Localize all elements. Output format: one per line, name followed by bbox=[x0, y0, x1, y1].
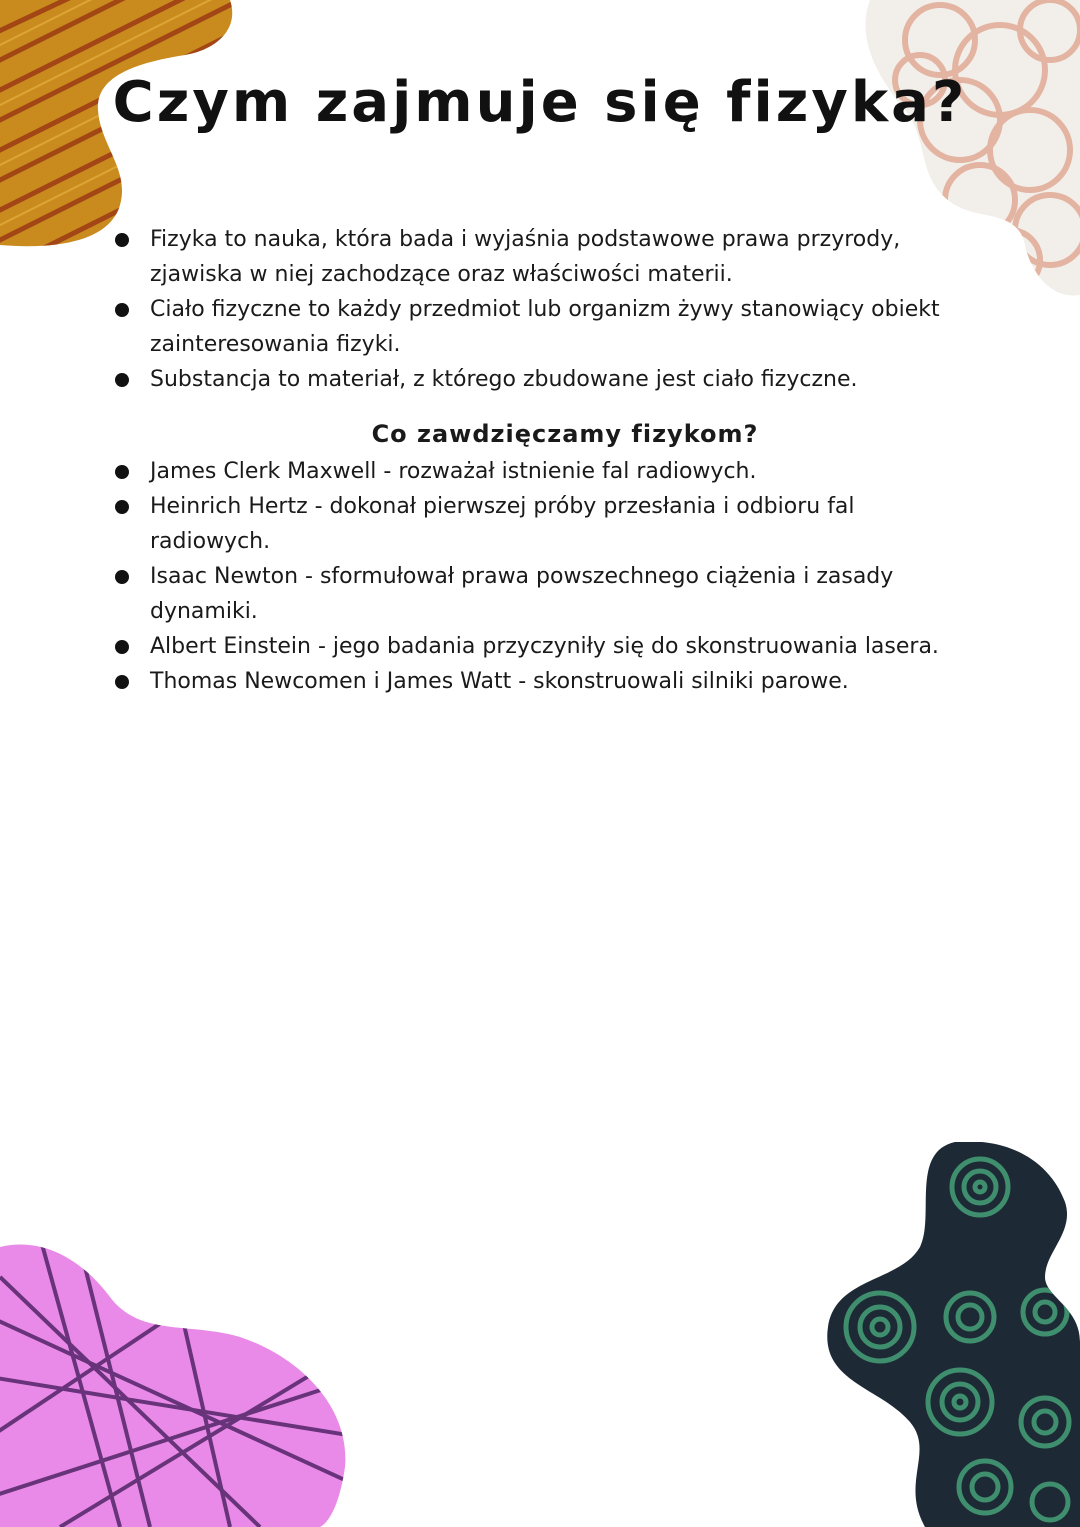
physicists-list bbox=[110, 454, 980, 699]
list-item: Thomas Newcomen i James Watt - skonstruowali silniki parowe. bbox=[110, 664, 980, 699]
list-item: Isaac Newton - sformułował prawa powszechnego ciążenia i zasady dynamiki. bbox=[110, 559, 980, 629]
list-item: James Clerk Maxwell - rozważał istnienie fal radiowych. bbox=[110, 454, 980, 489]
list-item: Heinrich Hertz - dokonał pierwszej próby przesłania i odbioru fal radiowych. bbox=[110, 489, 980, 559]
spiral-blob-decoration bbox=[820, 1142, 1080, 1527]
list-item: Substancja to materiał, z którego zbudowane jest ciało fizyczne. bbox=[110, 362, 980, 397]
list-item: Albert Einstein - jego badania przyczyniły się do skonstruowania lasera. bbox=[110, 629, 980, 664]
pink-lines-blob-decoration bbox=[0, 1237, 360, 1527]
definitions-list bbox=[110, 222, 980, 397]
page-title: Czym zajmuje się fizyka? bbox=[112, 70, 968, 135]
list-item: Fizyka to nauka, która bada i wyjaśnia podstawowe prawa przyrody, zjawiska w niej zachodzące oraz właściwości materii. bbox=[110, 222, 980, 292]
list-item: Ciało fizyczne to każdy przedmiot lub organizm żywy stanowiący obiekt zainteresowania fizyki. bbox=[110, 292, 980, 362]
section-heading: Co zawdzięczamy fizykom? bbox=[371, 420, 759, 448]
notes-content bbox=[110, 222, 980, 699]
